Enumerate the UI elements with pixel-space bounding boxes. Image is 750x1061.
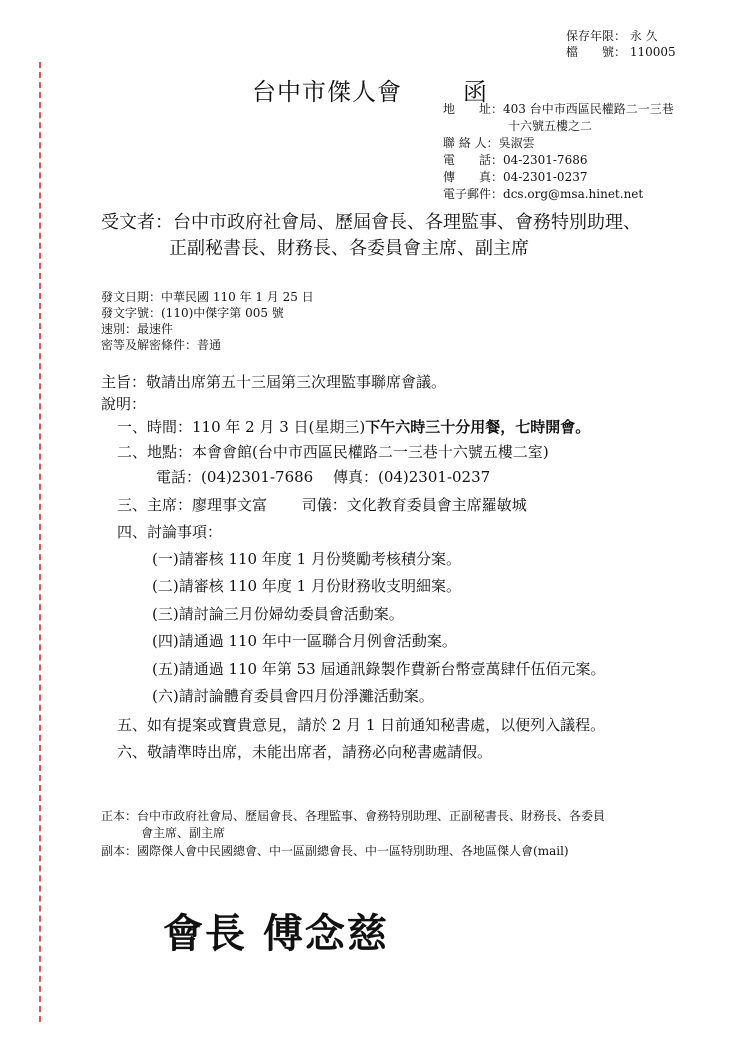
recipients (101, 208, 641, 234)
recipients-label: 受文者： (101, 212, 173, 233)
distribution-copy-text: 國際傑人會中民國總會、中一區副總會長、中一區特別助理、各地區傑人會(mail) (137, 844, 569, 858)
subject-text: 敬請出席第五十三屆第三次理監事聯席會議。 (146, 373, 447, 391)
contact-phone (443, 152, 587, 168)
distribution-main-label: 正本： (101, 809, 138, 823)
email-value: dcs.org@msa.hinet.net (503, 187, 644, 201)
item-location: 二、地點：本會會館(台中市西區民權路二一三巷十六號五樓二室) (117, 443, 549, 461)
agenda-item: (五)請通過 110 年第 53 屆通訊錄製作費新台幣壹萬肆仟伍佰元案。 (152, 660, 606, 678)
distribution-copy-label: 副本： (101, 844, 138, 858)
secrecy-class: 密等及解密條件：普通 (101, 338, 222, 352)
item-time-bold: 下午六時三十分用餐，七時開會。 (365, 418, 591, 436)
item-time (117, 416, 590, 437)
file-number (566, 44, 676, 60)
email-label: 電子郵件： (443, 187, 504, 201)
subject (101, 371, 446, 392)
phone-label: 電 話： (443, 153, 504, 167)
address-line-2: 十六號五樓之二 (508, 119, 593, 133)
fax-value: 04-2301-0237 (503, 170, 588, 184)
doc-type: 函 (463, 78, 488, 106)
address-value: 403 台中市西區民權路二一三巷 (503, 102, 674, 116)
binding-margin-line (39, 62, 41, 1022)
person-label: 聯 絡 人： (443, 136, 499, 150)
agenda-item: (四)請通過 110 年中一區聯合月例會活動案。 (152, 632, 457, 650)
agenda-item: (一)請審核 110 年度 1 月份獎勵考核積分案。 (152, 550, 461, 568)
address-label: 地 址： (443, 102, 504, 116)
issue-number: 發文字號：(110)中傑字第 005 號 (101, 306, 284, 320)
item-chair: 三、主席：廖理事文富 司儀：文化教育委員會主席羅敏城 (117, 496, 527, 514)
contact-person (443, 135, 535, 151)
recipients-line-1: 台中市政府社會局、歷屆會長、各理監事、會務特別助理、 (173, 212, 641, 233)
person-value: 吳淑雲 (498, 136, 535, 150)
item-discussion: 四、討論事項： (117, 523, 223, 541)
recipients-line-2: 正副秘書長、財務長、各委員會主席、副主席 (169, 238, 529, 259)
agenda-item: (三)請討論三月份婦幼委員會活動案。 (152, 605, 404, 623)
speed-class: 速別：最速件 (101, 322, 174, 336)
retention-value: 永 久 (629, 29, 658, 43)
retention-period (566, 28, 658, 44)
item-attendance: 六、敬請準時出席，未能出席者，請務必向秘書處請假。 (117, 743, 493, 761)
org-title: 台中市傑人會 (252, 78, 402, 106)
address-line (443, 101, 674, 117)
distribution-copy (101, 843, 569, 859)
item-time-text: 一、時間：110 年 2 月 3 日(星期三) (117, 418, 366, 436)
item-proposal: 五、如有提案或寶貴意見，請於 2 月 1 日前通知秘書處，以便列入議程。 (117, 716, 606, 734)
file-value: 110005 (629, 45, 676, 59)
item-location-phone: 電話：(04)2301-7686 傳真：(04)2301-0237 (156, 468, 491, 486)
president-signature: 會長 傅念慈 (163, 911, 389, 957)
retention-label: 保存年限： (566, 29, 627, 43)
file-label: 檔 號： (566, 45, 627, 59)
agenda-item: (六)請討論體育委員會四月份淨灘活動案。 (152, 687, 434, 705)
fax-label: 傳 真： (443, 170, 504, 184)
distribution-main (101, 808, 605, 824)
phone-value: 04-2301-7686 (503, 153, 588, 167)
explain-label: 說明： (101, 395, 147, 413)
issue-date: 發文日期：中華民國 110 年 1 月 25 日 (101, 290, 314, 304)
subject-label: 主旨： (101, 373, 147, 391)
distribution-main-line-2: 會主席、副主席 (141, 826, 226, 840)
contact-email (443, 186, 643, 202)
agenda-item: (二)請審核 110 年度 1 月份財務收支明細案。 (152, 577, 461, 595)
contact-fax (443, 169, 587, 185)
distribution-main-line-1: 台中市政府社會局、歷屆會長、各理監事、會務特別助理、正副秘書長、財務長、各委員 (137, 809, 606, 823)
